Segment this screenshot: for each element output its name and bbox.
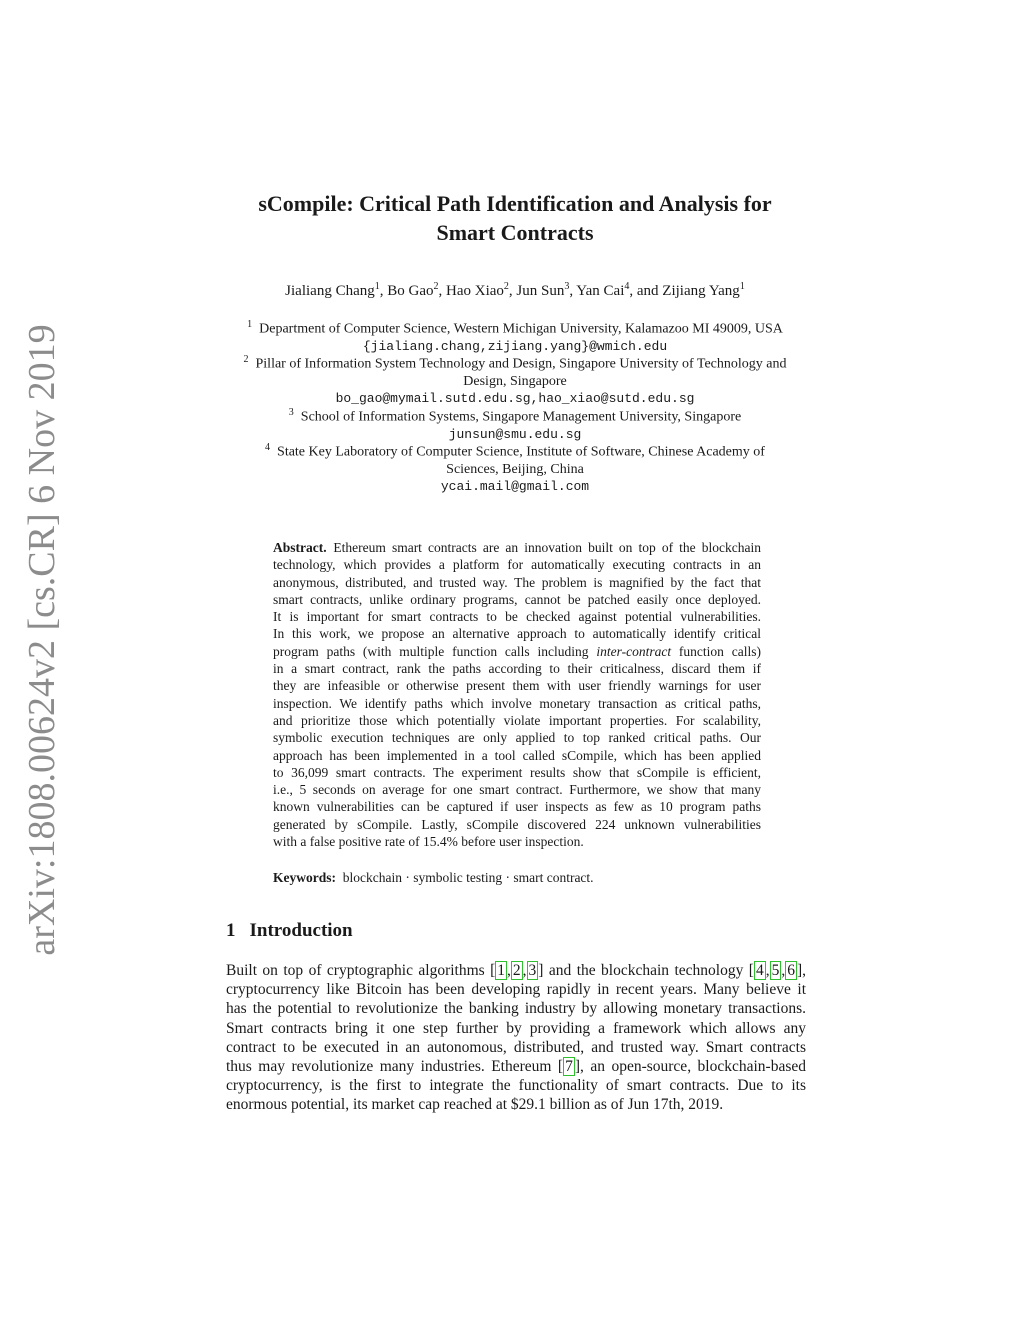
citation-link[interactable]: 6: [787, 962, 795, 979]
citation-link[interactable]: 1: [497, 962, 506, 979]
affiliation-text: State Key Laboratory of Computer Science, Institute of Software, Chinese Academy of: [277, 444, 765, 460]
emphasis-text: inter-contract: [596, 643, 672, 659]
author-name: Zijiang Yang: [662, 283, 740, 299]
citation-link[interactable]: 5: [771, 962, 780, 979]
author-name: Jialiang Chang: [285, 283, 375, 299]
author-affiliation-mark: 3: [564, 281, 570, 292]
abstract-label: Abstract.: [273, 540, 327, 555]
abstract-line: [273, 833, 761, 850]
affiliation-block: [150, 404, 880, 443]
keywords-text: blockchain · symbolic testing · smart contract.: [342, 870, 594, 885]
intro-text: contract to be executed in an autonomous, distributed, and trusted way. Smart contracts: [226, 1038, 806, 1056]
abstract-line: [273, 695, 761, 712]
author-separator: ,: [569, 283, 577, 299]
abstract-text: Ethereum smart contracts are an innovation built on top of the blockchain: [333, 540, 761, 555]
abstract-line: [273, 643, 761, 660]
affiliation-line: [150, 461, 880, 478]
affiliation-email: bo_gao@mymail.sutd.edu.sg,hao_xiao@sutd.edu.sg: [335, 390, 695, 406]
abstract-line: [273, 574, 761, 591]
title-line-1: sCompile: Critical Path Identification and Analysis for: [258, 191, 772, 216]
abstract-text: generated by sCompile. Lastly, sCompile discovered 224 unknown vulnerabilities: [273, 816, 761, 832]
intro-line: [226, 1076, 806, 1095]
introduction-text: [226, 961, 806, 1115]
intro-line: thus may revolutionize many industries. Ethereum [ 7 ], an open-source, blockchain-based: [226, 1058, 806, 1076]
abstract-text: to 36,099 smart contracts. The experiment results show that sCompile is efficient,: [273, 764, 761, 780]
affiliation-text: Department of Computer Science, Western Michigan University, Kalamazoo MI 49009, USA: [259, 321, 783, 337]
abstract: [273, 539, 761, 850]
keywords-label: Keywords:: [273, 870, 336, 885]
author-name: Bo Gao: [387, 283, 434, 299]
abstract-line: [273, 729, 761, 746]
abstract-line: [273, 556, 761, 573]
affiliation-block: [150, 439, 880, 495]
author-list: [150, 281, 880, 300]
abstract-text: approach has been implemented in a tool called sCompile, which has been applied: [273, 747, 761, 763]
affiliation-number: 2: [243, 354, 249, 365]
abstract-text: in a smart contract, rank the paths according to their criticalness, discard them if: [273, 661, 761, 677]
author-separator: ,: [379, 283, 388, 299]
section-number: 1: [226, 920, 236, 941]
abstract-text: anonymous, distributed, and trusted way. The problem is magnified by the fact that: [273, 574, 761, 590]
affiliation-number: 3: [288, 407, 294, 418]
intro-line: [226, 999, 806, 1018]
citation-link[interactable]: 2: [512, 962, 521, 979]
abstract-text: function calls): [671, 643, 761, 659]
author-separator: , and: [629, 283, 663, 299]
affiliation-text: Sciences, Beijing, China: [446, 461, 584, 477]
intro-line: [226, 1038, 806, 1057]
abstract-line: [273, 625, 761, 642]
citation-link[interactable]: 4: [755, 962, 764, 979]
intro-text: Built on top of cryptographic algorithms: [226, 962, 491, 979]
abstract-text: In this work, we propose an alternative approach to automatically identify critical: [273, 626, 761, 642]
affiliation-line: [150, 316, 880, 338]
author-affiliation-mark: 4: [624, 281, 630, 292]
intro-line: [226, 1019, 806, 1038]
author-separator: ,: [508, 283, 517, 299]
abstract-text: known vulnerabilities can be captured if user inspects as few as 10 program paths: [273, 799, 761, 815]
abstract-line: [273, 660, 761, 677]
abstract-text: they are infeasible or otherwise present them with user friendly warnings for user: [273, 678, 761, 694]
affiliation-email: junsun@smu.edu.sg: [448, 426, 582, 442]
intro-text: enormous potential, its market cap reached at $29.1 billion as of Jun 17th, 2019.: [226, 1096, 724, 1114]
affiliation-block: [150, 351, 880, 407]
intro-text: cryptocurrency like Bitcoin has been developing rapidly in recent years. Many believe it: [226, 981, 806, 999]
intro-line: [226, 1095, 806, 1114]
paper-title: [200, 189, 830, 247]
abstract-text: with a false positive rate of 15.4% before user inspection.: [273, 834, 584, 850]
author-name: Yan Cai: [576, 283, 625, 299]
intro-line: [226, 980, 806, 999]
affiliation-line: [150, 351, 880, 373]
abstract-text: technology, which provides a platform for automatically executing contracts in an: [273, 557, 761, 573]
affiliation-number: 1: [247, 319, 253, 330]
abstract-line: [273, 591, 761, 608]
affiliation-line: [150, 404, 880, 426]
intro-line: Built on top of cryptographic algorithms [ 1 , 2 , 3 ] and the blockchain technology [ 4 , 5 , 6 ],: [226, 962, 806, 979]
author-name: Jun Sun: [516, 283, 565, 299]
intro-text: ,: [802, 962, 806, 979]
abstract-text: smart contracts, unlike ordinary programs, cannot be patched easily once deployed.: [273, 591, 761, 607]
author-affiliation-mark: 2: [503, 281, 509, 292]
abstract-line: [273, 798, 761, 815]
affiliation-text: Design, Singapore: [463, 373, 567, 389]
affiliation-number: 4: [265, 442, 271, 453]
affiliation-email: ycai.mail@gmail.com: [440, 478, 590, 494]
abstract-text: and prioritize those which potentially violate important properties. For scalability,: [273, 712, 761, 728]
author-affiliation-mark: 1: [739, 281, 745, 292]
abstract-line: [273, 677, 761, 694]
title-line-2: Smart Contracts: [436, 220, 594, 245]
abstract-line: [273, 712, 761, 729]
affiliation-email: {jialiang.chang,zijiang.yang}@wmich.edu: [362, 338, 668, 354]
affiliation-line: [150, 439, 880, 461]
citation-link[interactable]: 7: [565, 1058, 573, 1076]
abstract-line: [273, 539, 761, 556]
abstract-line: [273, 764, 761, 781]
affiliation-text: Pillar of Information System Technology and Design, Singapore University of Technology and: [255, 356, 787, 372]
abstract-text: It is important for smart contracts to be checked against potential vulnerabilities.: [273, 609, 761, 625]
intro-text: Smart contracts bring it one step further by providing a framework which allows any: [226, 1019, 806, 1037]
author-name: Hao Xiao: [446, 283, 504, 299]
author-separator: ,: [438, 283, 446, 299]
intro-text: and the blockchain technology: [543, 962, 749, 979]
affiliation-line: [150, 373, 880, 390]
abstract-text: i.e., 5 seconds on average for one smart contract. Furthermore, we show that many: [273, 782, 761, 798]
citation-link[interactable]: 3: [528, 962, 537, 979]
abstract-line: [273, 816, 761, 833]
intro-text: has the potential to revolutionize the banking industry by allowing monetary transactions.: [226, 1000, 806, 1018]
affiliation-text: School of Information Systems, Singapore Management University, Singapore: [300, 409, 742, 425]
abstract-line: [273, 608, 761, 625]
author-affiliation-mark: 2: [433, 281, 439, 292]
abstract-text: program paths (with multiple function calls including: [273, 643, 597, 659]
affiliation-block: [150, 316, 880, 355]
author-affiliation-mark: 1: [374, 281, 380, 292]
abstract-text: symbolic execution techniques are only applied to top ranked critical paths. Our: [273, 730, 761, 746]
abstract-line: [273, 747, 761, 764]
intro-text: thus may revolutionize many industries. Ethereum: [226, 1058, 558, 1076]
abstract-line: [273, 781, 761, 798]
intro-text: cryptocurrency, is the first to integrate the functionality of smart contracts. Due to its: [226, 1077, 806, 1095]
abstract-text: inspection. We identify paths which involve monetary transaction as critical paths,: [273, 695, 761, 711]
section-heading: [226, 920, 353, 942]
intro-text: , an open-source, blockchain-based: [580, 1058, 806, 1076]
arxiv-stamp: arXiv:1808.00624v2 [cs.CR] 6 Nov 2019: [21, 324, 63, 956]
keywords: [273, 870, 594, 886]
section-title: Introduction: [249, 920, 353, 941]
